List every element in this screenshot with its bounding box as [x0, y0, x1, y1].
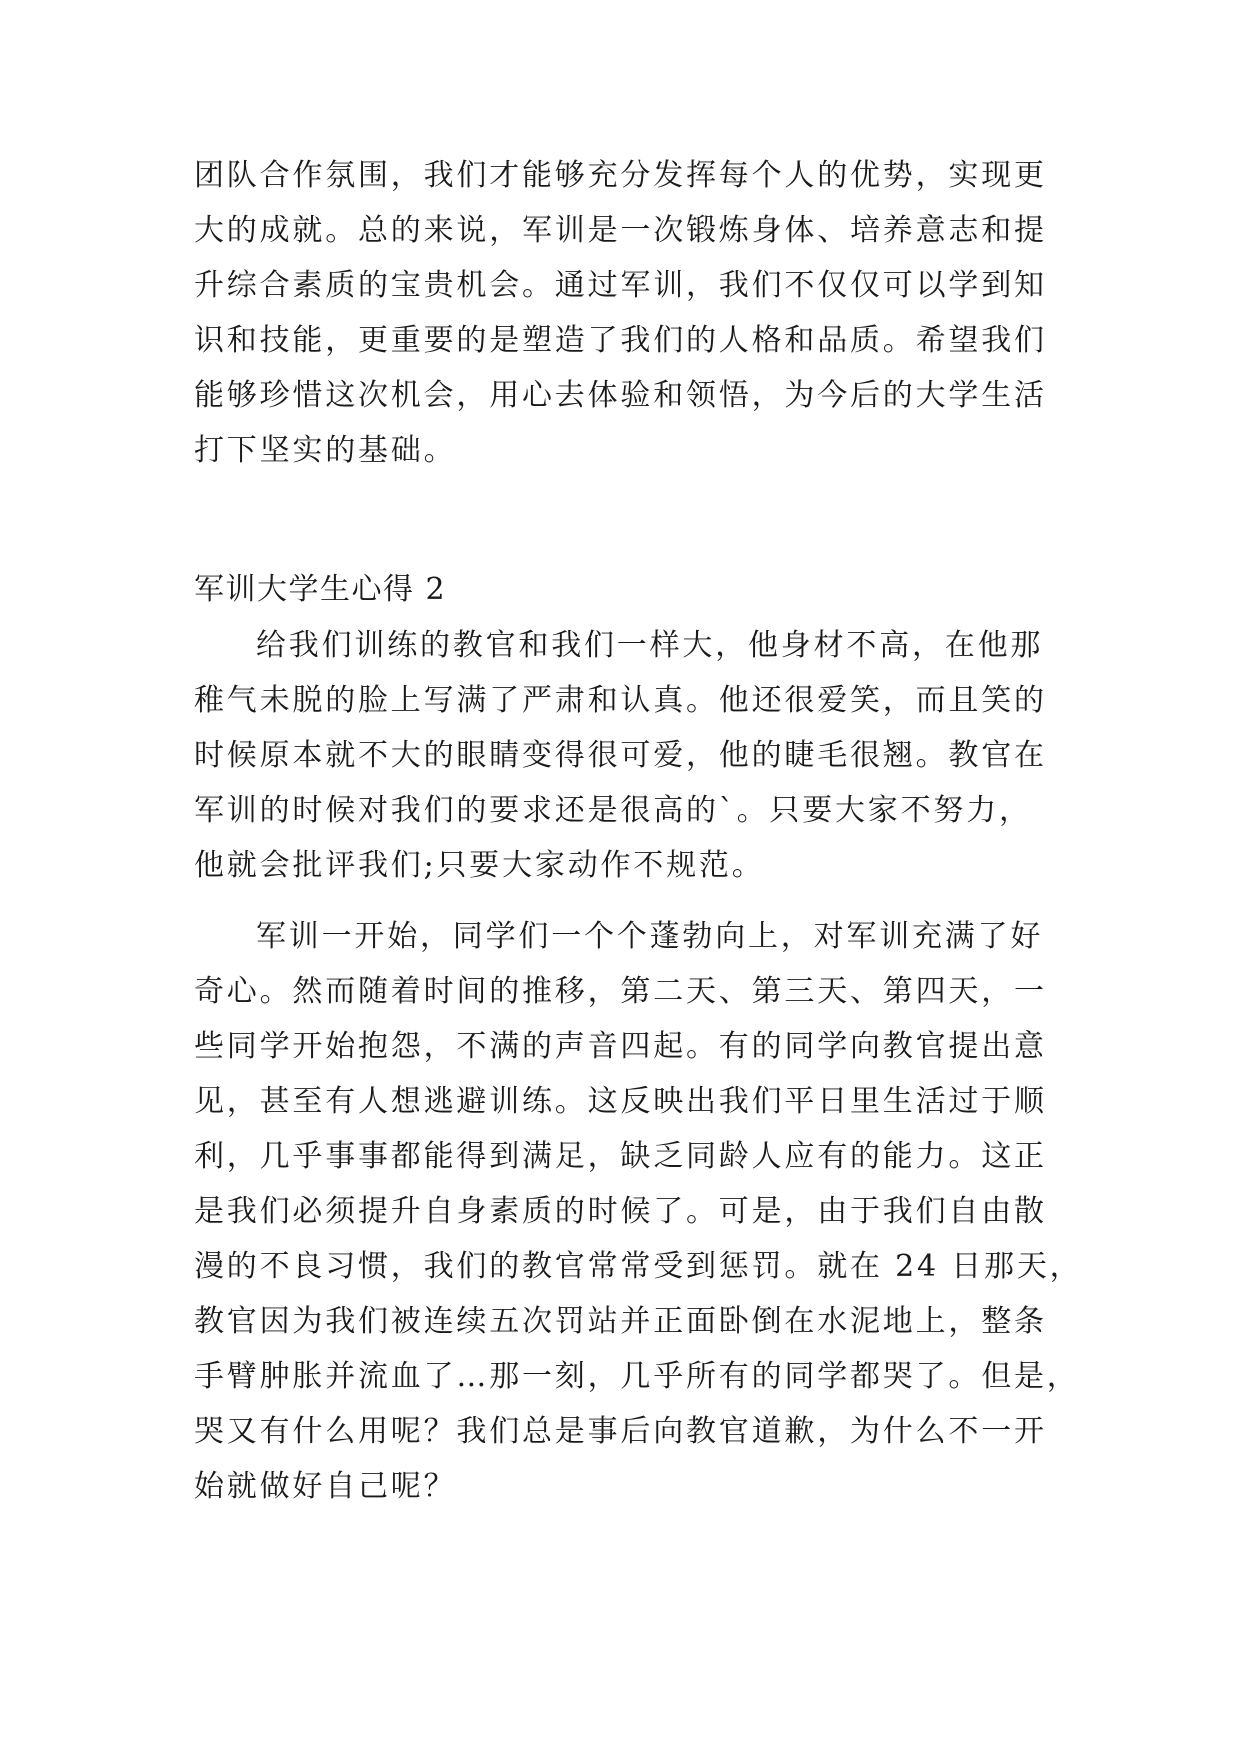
intro-line: 能够珍惜这次机会，用心去体验和领悟，为今后的大学生活: [194, 378, 1047, 413]
section-title: 军训大学生心得 2: [194, 572, 447, 607]
paragraph-line: 利，几乎事事都能得到满足，缺乏同龄人应有的能力。这正: [194, 1139, 1047, 1174]
paragraph-line: 军训一开始，同学们一个个蓬勃向上，对军训充满了好: [256, 919, 1044, 954]
paragraph-line: 手臂肿胀并流血了…那一刻，几乎所有的同学都哭了。但是，: [194, 1359, 1080, 1394]
paragraph-line: 始就做好自己呢？: [194, 1469, 457, 1504]
paragraph-line: 时候原本就不大的眼睛变得很可爱，他的睫毛很翘。教官在: [194, 738, 1047, 773]
paragraph-line: 稚气未脱的脸上写满了严肃和认真。他还很爱笑，而且笑的: [194, 683, 1047, 718]
paragraph-line: 军训的时候对我们的要求还是很高的`。只要大家不努力，: [194, 793, 1032, 828]
intro-line: 大的成就。总的来说，军训是一次锻炼身体、培养意志和提: [194, 213, 1047, 248]
paragraph-line: 奇心。然而随着时间的推移，第二天、第三天、第四天，一: [194, 974, 1047, 1009]
paragraph-line: 见，甚至有人想逃避训练。这反映出我们平日里生活过于顺: [194, 1084, 1047, 1119]
intro-line: 团队合作氛围，我们才能够充分发挥每个人的优势，实现更: [194, 158, 1047, 193]
paragraph-line: 教官因为我们被连续五次罚站并正面卧倒在水泥地上，整条: [194, 1304, 1047, 1339]
intro-line: 升综合素质的宝贵机会。通过军训，我们不仅仅可以学到知: [194, 268, 1047, 303]
paragraph-line: 哭又有什么用呢？我们总是事后向教官道歉，为什么不一开: [194, 1414, 1047, 1449]
intro-line: 识和技能，更重要的是塑造了我们的人格和品质。希望我们: [194, 323, 1047, 358]
paragraph-line: 漫的不良习惯，我们的教官常常受到惩罚。就在 24 日那天，: [194, 1249, 1083, 1284]
intro-line: 打下坚实的基础。: [194, 433, 457, 468]
paragraph-line: 给我们训练的教官和我们一样大，他身材不高，在他那: [256, 628, 1044, 663]
paragraph-line: 是我们必须提升自身素质的时候了。可是，由于我们自由散: [194, 1194, 1047, 1229]
paragraph-line: 些同学开始抱怨，不满的声音四起。有的同学向教官提出意: [194, 1029, 1047, 1064]
paragraph-line: 他就会批评我们;只要大家动作不规范。: [194, 848, 765, 883]
